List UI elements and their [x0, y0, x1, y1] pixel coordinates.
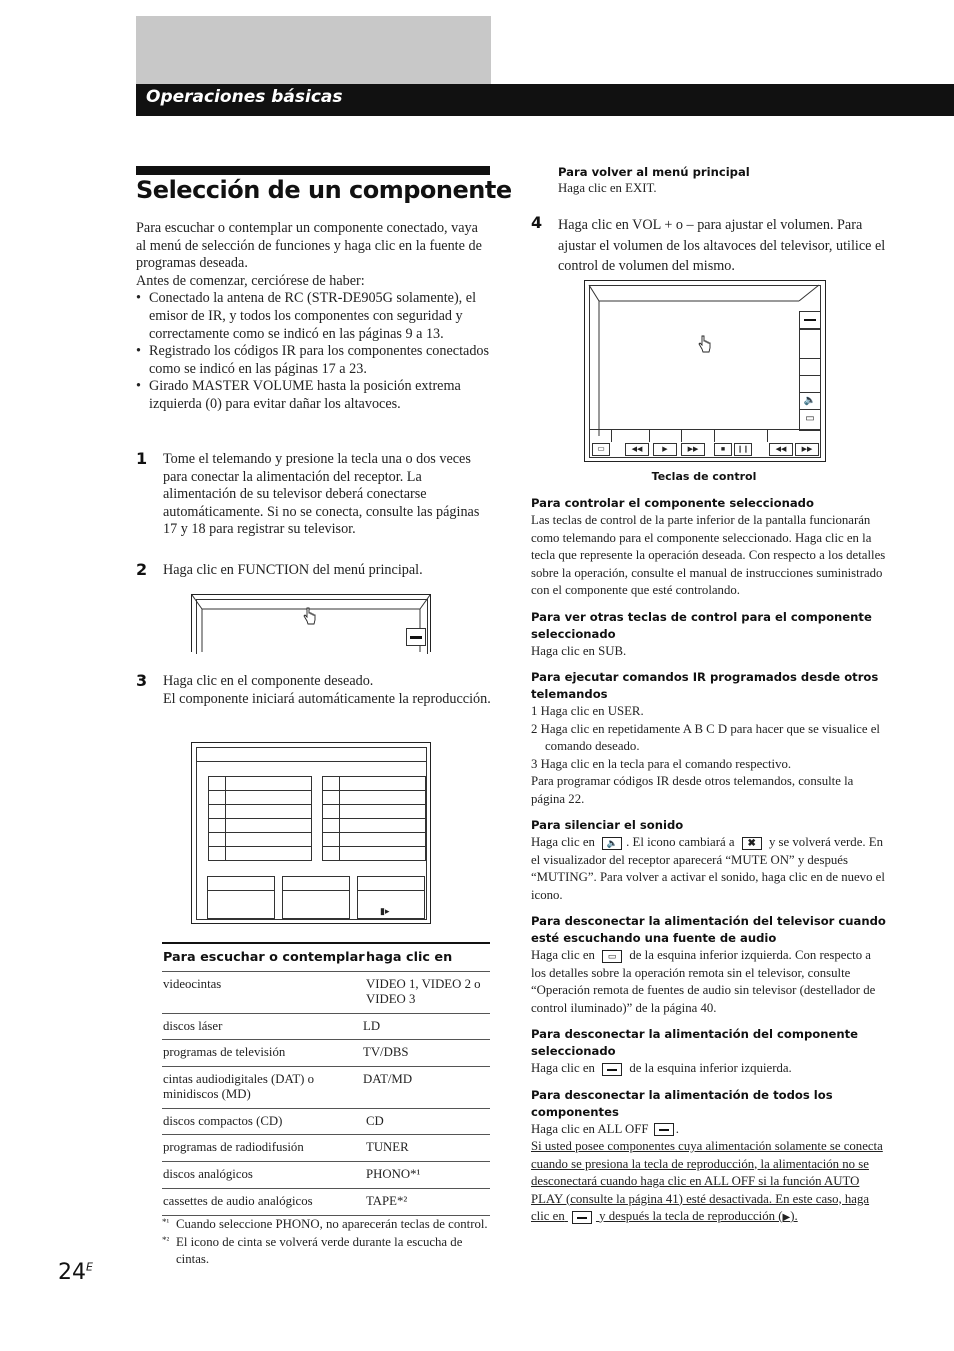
table-cell: CD: [366, 1114, 384, 1128]
page-number-value: 24: [58, 1260, 86, 1285]
footnote: [162, 1234, 490, 1269]
page-number: [58, 1260, 93, 1285]
page-number-suffix: E: [86, 1260, 93, 1274]
function-menu-screen: [191, 742, 431, 924]
table-row: [162, 1135, 490, 1162]
table-cell: LD: [363, 1019, 381, 1033]
function-button[interactable]: [322, 776, 426, 791]
table-row: [162, 1014, 490, 1040]
function-button[interactable]: [208, 833, 312, 847]
table-cell: videocintas: [163, 977, 222, 991]
pause-button[interactable]: ❙❙: [734, 443, 752, 456]
control-screen: [584, 280, 826, 462]
back-title: Para volver al menú principal: [558, 165, 750, 179]
section-heading: Para desconectar la alimentación del componente seleccionado: [531, 1027, 858, 1058]
list-divider: [225, 776, 226, 860]
stop-button[interactable]: ■: [714, 443, 732, 456]
table-cell: cassettes de audio analógicos: [163, 1194, 313, 1208]
text-part: y se volverá verde. En el visualizador del receptor aparecerá “MUTE ON” y después “MUTING”. Para volver a activar el sonido, haga clic en de nuevo el icono.: [531, 835, 885, 902]
text-part: de la esquina inferior izquierda.: [629, 1061, 792, 1075]
control-bar: [589, 429, 820, 457]
main-menu-screen: [191, 594, 431, 652]
step-number: 4: [531, 213, 543, 232]
tv-power-icon[interactable]: ▭: [592, 443, 610, 456]
next-track-button[interactable]: ▶▶: [795, 443, 819, 456]
figure-caption: Teclas de control: [651, 470, 757, 483]
power-off-icon: [602, 1063, 622, 1076]
tv-icon: ▭: [602, 950, 622, 963]
all-off-icon: [654, 1123, 674, 1136]
function-button[interactable]: [322, 833, 426, 847]
function-list-left: [208, 776, 312, 861]
footnote-text: Cuando seleccione PHONO, no aparecerán teclas de control.: [176, 1217, 488, 1231]
function-button[interactable]: [322, 805, 426, 819]
table-header-col2: haga clic en: [366, 950, 453, 965]
side-button[interactable]: [800, 376, 820, 393]
minus-icon: [804, 319, 816, 321]
hand-cursor-icon: [303, 607, 317, 625]
component-table: [162, 942, 490, 1216]
page-title: Selección de un componente: [136, 176, 512, 204]
table-cell: VIDEO 1, VIDEO 2 o VIDEO 3: [366, 977, 481, 1006]
side-button[interactable]: [800, 359, 820, 376]
function-button[interactable]: [322, 791, 426, 805]
power-off-icon: [572, 1211, 592, 1224]
section-text: [531, 1060, 887, 1078]
table-row: [162, 1040, 490, 1067]
text-part: de la esquina inferior izquierda. Con respecto a los detalles sobre la operación remota sin el televisor, consulte “Operación remota de fuentes de audio sin televisor (destellador de control iluminado)” de la página 40.: [531, 948, 876, 1015]
table-row: [162, 1109, 490, 1135]
function-button[interactable]: [208, 847, 312, 861]
table-cell: discos analógicos: [163, 1167, 253, 1181]
step-number: 3: [136, 671, 148, 690]
footnote-text: El icono de cinta se volverá verde durante la escucha de cintas.: [176, 1234, 463, 1266]
text-part: Haga clic en: [531, 1061, 595, 1075]
power-off-button[interactable]: [406, 628, 426, 646]
table-cell: PHONO*¹: [366, 1167, 421, 1181]
text-part: Haga clic en: [531, 948, 595, 962]
section-item: 2 Haga clic en repetidamente A B C D para hacer que se visualice el comando deseado.: [531, 721, 880, 753]
rewind-button[interactable]: ◀◀: [625, 443, 649, 456]
section-heading: Para desconectar la alimentación del televisor cuando esté escuchando una fuente de audio: [531, 914, 886, 945]
vol-minus-button[interactable]: [799, 311, 821, 329]
minus-icon: [410, 636, 422, 639]
step-number: 2: [136, 560, 148, 579]
table-cell: programas de televisión: [163, 1045, 286, 1059]
table-row: [162, 972, 490, 1014]
table-header-col1: Para escuchar o contemplar: [163, 950, 365, 965]
section-heading: Para controlar el componente seleccionado: [531, 496, 814, 510]
table-cell: DAT/MD: [363, 1072, 413, 1086]
section-text: [531, 947, 887, 1017]
play-icon: ▶: [782, 1212, 791, 1223]
text-part: Haga clic en ALL OFF: [531, 1121, 649, 1136]
section-text: [531, 1121, 887, 1139]
function-button[interactable]: [322, 847, 426, 861]
menu-button[interactable]: [282, 876, 350, 919]
mute-speaker-icon: ✖: [742, 837, 762, 850]
intro-bullet: • Girado MASTER VOLUME hasta la posición extrema izquierda (0) para evitar dañar los altavoces.: [136, 378, 490, 413]
section-item: 1 Haga clic en USER.: [531, 704, 644, 718]
table-row: [162, 1189, 490, 1216]
step-text: Tome el telemando y presione la tecla una o dos veces para conectar la alimentación del receptor. La alimentación de su televisor deberá conectarse automáticamente. Si no se conecta, consulte las páginas 17 y 18 para registrar su televisor.: [163, 451, 480, 538]
table-cell: cintas audiodigitales (DAT) o minidiscos (MD): [163, 1072, 315, 1101]
step-text: Haga clic en VOL + o – para ajustar el volumen. Para ajustar el volumen de los altavoces del televisor, utilice el control de volumen del mismo.: [558, 217, 886, 274]
exit-icon[interactable]: ▮▸: [380, 906, 390, 916]
mute-icon[interactable]: 🔈: [800, 393, 820, 410]
text-part: .: [675, 1121, 679, 1136]
section-text: [531, 834, 887, 904]
table-cell: TUNER: [366, 1140, 409, 1154]
function-button[interactable]: [208, 776, 312, 791]
table-row: [162, 1162, 490, 1189]
section-title: Operaciones básicas: [146, 87, 343, 107]
hand-cursor-icon: [698, 335, 712, 353]
list-divider: [339, 776, 340, 860]
text-part: Si usted posee componentes cuya alimentación solamente se conecta cuando se presiona la tecla de reproducción, la alimentación no se desconectará cuando haga clic en ALL OFF si la función AUTO PLAY (consulte la página 41) esté desactivada. En este caso, haga clic en: [531, 1139, 883, 1223]
play-button[interactable]: ▶: [653, 443, 677, 456]
section-heading: Para desconectar la alimentación de todos los componentes: [531, 1087, 833, 1119]
text-part: ).: [790, 1209, 798, 1223]
title-rule: [136, 166, 490, 175]
intro-bullet: • Registrado los códigos IR para los componentes conectados como se indicó en las páginas 17 a 23.: [136, 343, 490, 378]
section-heading: Para silenciar el sonido: [531, 818, 684, 832]
menu-button[interactable]: [357, 876, 425, 919]
footnote-mark: *¹: [162, 1217, 170, 1227]
step-text: Haga clic en FUNCTION del menú principal.: [163, 562, 423, 578]
side-button[interactable]: [800, 330, 820, 359]
step-text-line: El componente iniciará automáticamente la reproducción.: [163, 690, 491, 707]
table-header: [162, 944, 490, 972]
tv-icon[interactable]: ▭: [805, 413, 815, 424]
intro: [136, 220, 490, 414]
back-text: Haga clic en EXIT.: [558, 181, 657, 195]
table-cell: TAPE*²: [366, 1194, 408, 1208]
section-item: 3 Haga clic en la tecla para el comando respectivo.: [531, 756, 792, 771]
section-note: [531, 1138, 887, 1227]
header-gray-block: [136, 16, 491, 86]
table-cell: programas de radiodifusión: [163, 1140, 304, 1154]
section-heading: Para ver otras teclas de control para el componente seleccionado: [531, 609, 872, 641]
intro-bullet: • Conectado la antena de RC (STR-DE905G solamente), el emisor de IR, y todos los componentes con seguridad y correctamente como se indicó en las páginas 9 a 13.: [136, 290, 490, 343]
text-part: . El icono cambiará a: [626, 835, 735, 849]
intro-before: Antes de comenzar, cerciórese de haber:: [136, 272, 365, 289]
menu-button[interactable]: [207, 876, 275, 919]
step-text-line: Haga clic en el componente deseado.: [163, 673, 374, 689]
section-heading: Para ejecutar comandos IR programados desde otros telemandos: [531, 670, 879, 701]
step-text: [163, 673, 491, 708]
speaker-icon: 🔈: [602, 837, 622, 850]
table-cell: discos láser: [163, 1019, 223, 1033]
intro-paragraph: Para escuchar o contemplar un componente conectado, vaya al menú de selección de funciones y haga clic en la fuente de programas deseada.: [136, 220, 482, 272]
section-text: Las teclas de control de la parte inferior de la pantalla funcionarán como telemando para el componente seleccionado. Haga clic en la tecla que represente la operación deseada. Con respecto a los detalles sobre la operación, consulte el manual de instrucciones suministrado con el componente que esté controlando.: [531, 513, 886, 597]
text-part: Haga clic en: [531, 835, 595, 849]
function-button[interactable]: [322, 819, 426, 833]
table-cell: TV/DBS: [363, 1045, 409, 1059]
fast-forward-button[interactable]: ▶▶: [681, 443, 705, 456]
text-part: y después la tecla de reproducción (: [599, 1209, 783, 1223]
function-button[interactable]: [208, 819, 312, 833]
side-panel: [799, 329, 821, 431]
footnotes: [162, 1216, 490, 1269]
function-button[interactable]: [208, 791, 312, 805]
section-text: Para programar códigos IR desde otros telemandos, consulte la página 22.: [531, 774, 854, 806]
right-sections: [531, 495, 887, 1227]
table-row: [162, 1067, 490, 1109]
footnote: [162, 1216, 490, 1234]
footnote-mark: *²: [162, 1234, 170, 1245]
function-button[interactable]: [208, 805, 312, 819]
table-cell: discos compactos (CD): [163, 1114, 283, 1128]
function-list-right: [322, 776, 426, 861]
prev-track-button[interactable]: ◀◀: [769, 443, 793, 456]
title-divider: [196, 761, 426, 762]
step-number: 1: [136, 449, 148, 468]
section-text: Haga clic en SUB.: [531, 643, 627, 658]
